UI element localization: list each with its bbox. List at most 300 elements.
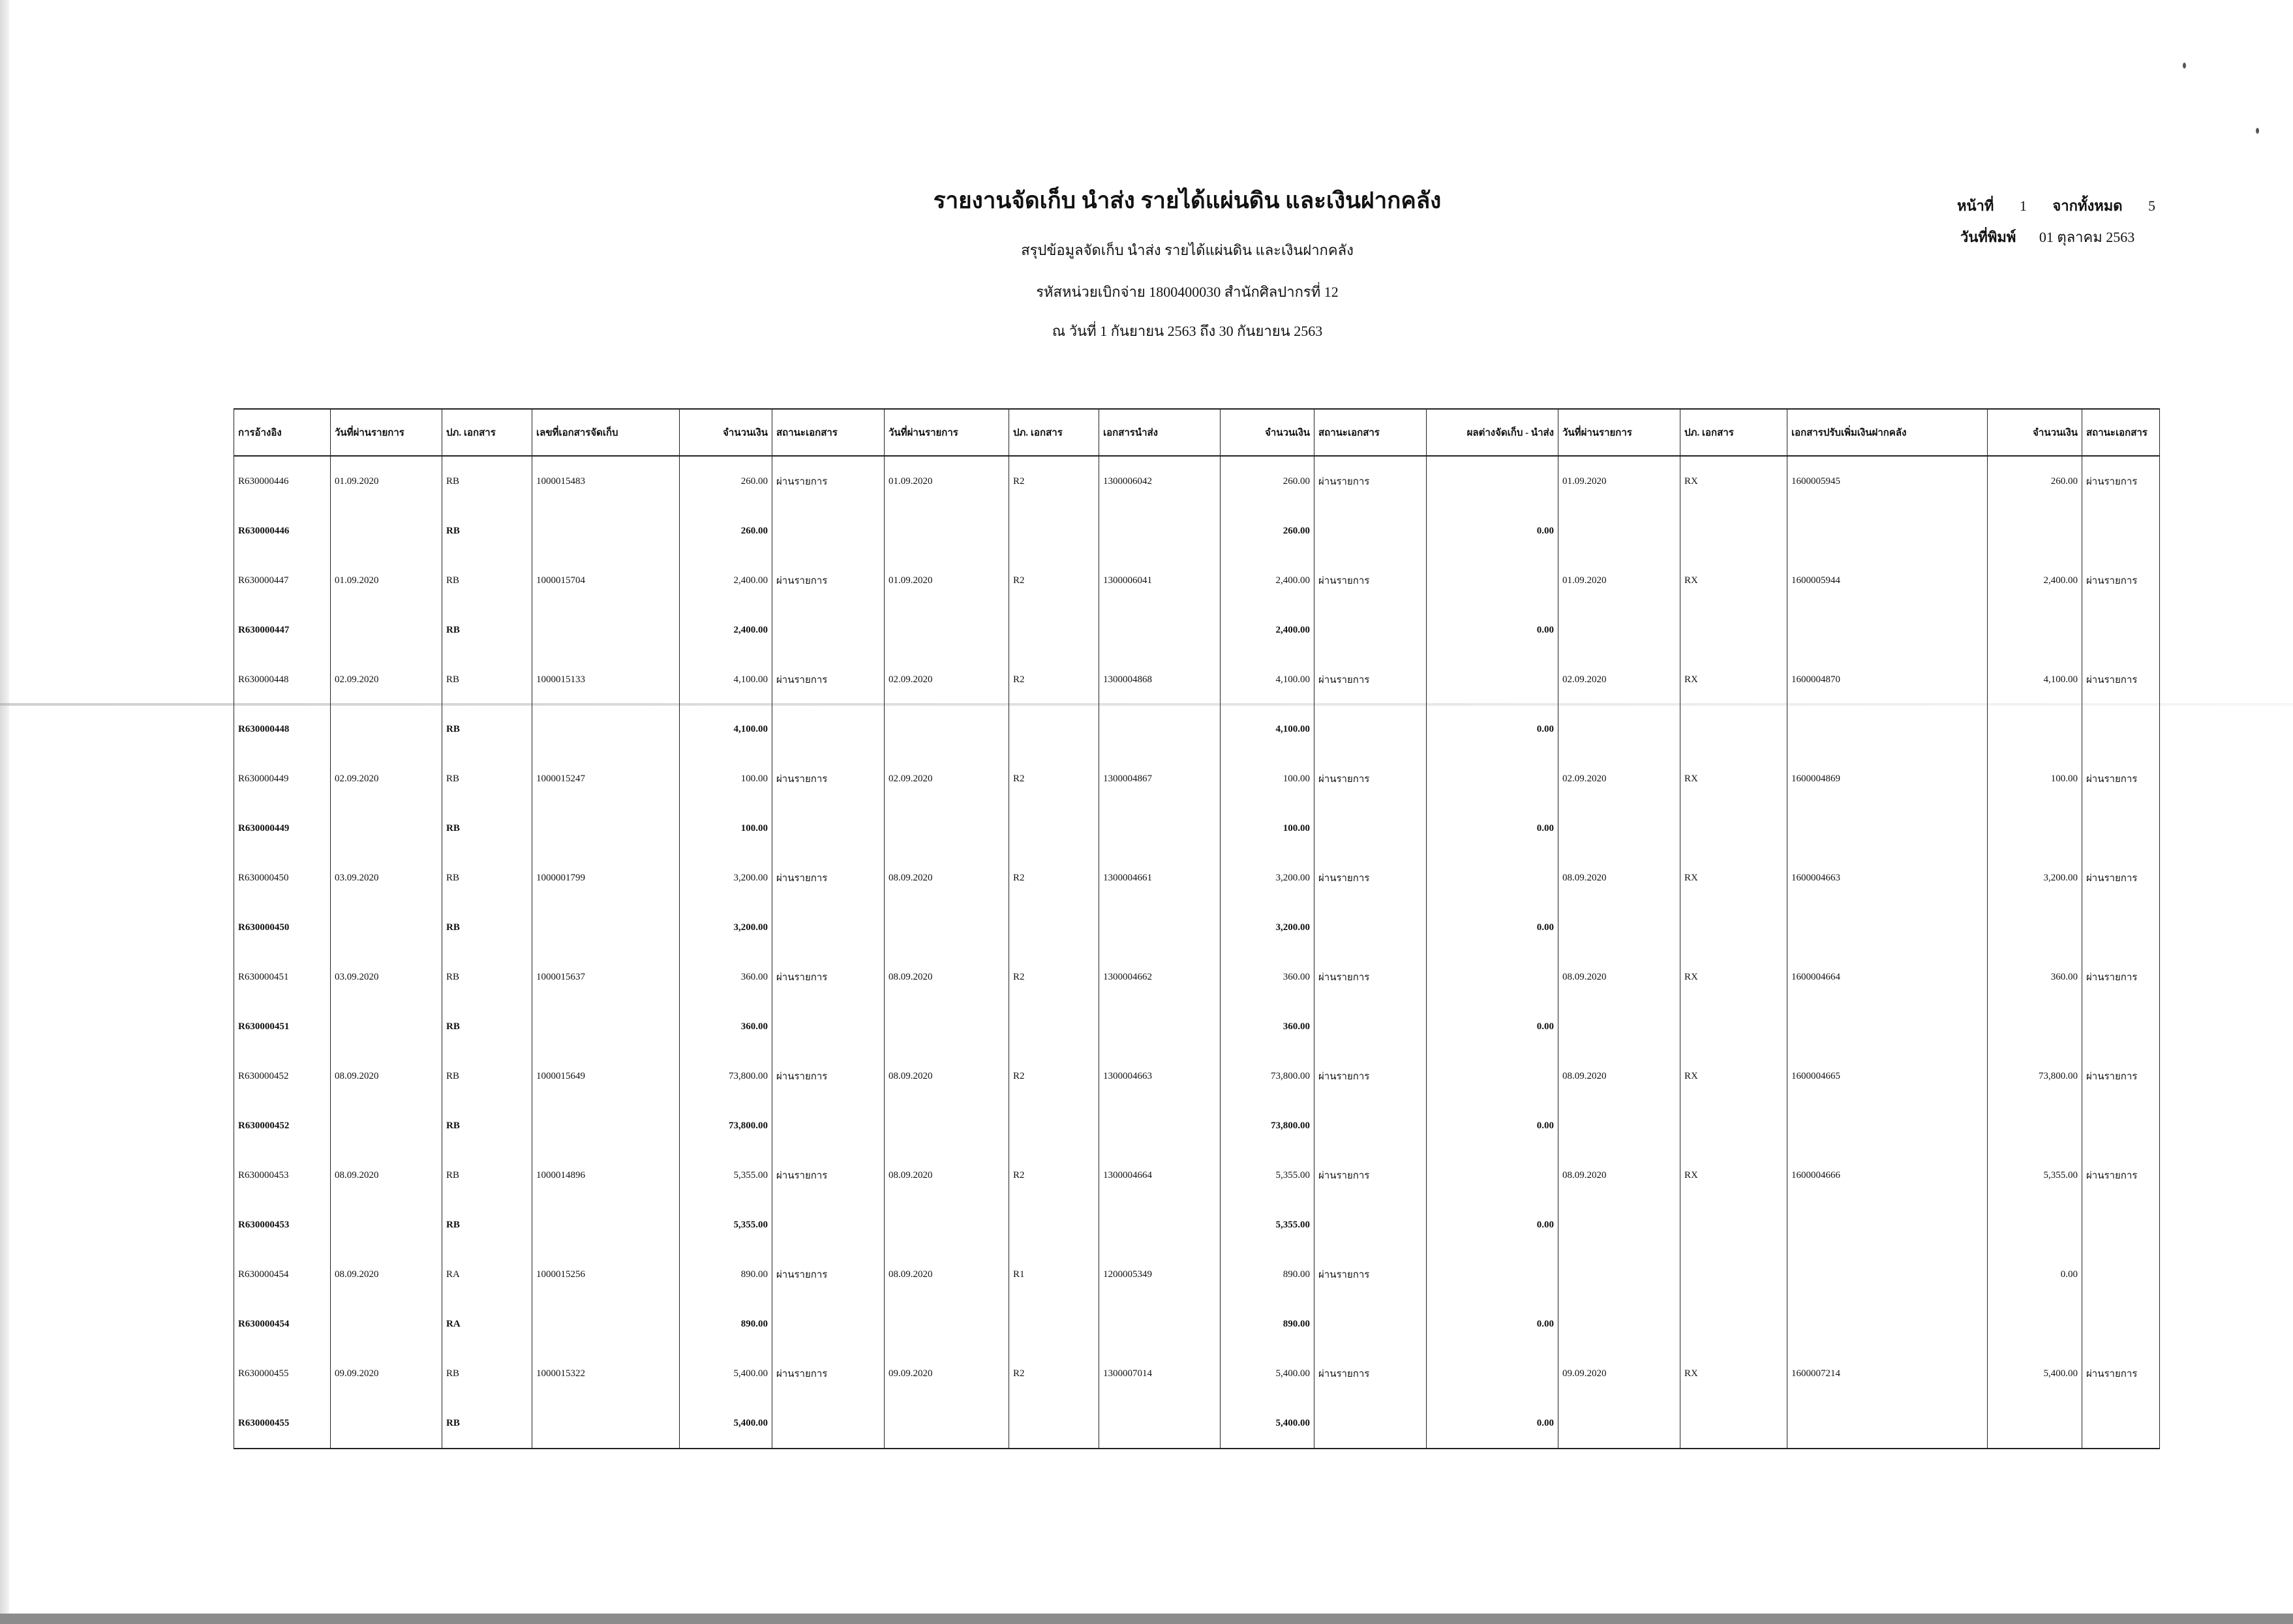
table-cell: RX xyxy=(1680,456,1787,506)
table-cell: 1000015133 xyxy=(532,655,680,704)
table-cell xyxy=(1009,1002,1099,1051)
table-cell xyxy=(2082,1398,2160,1449)
table-cell: 4,100.00 xyxy=(1221,655,1314,704)
table-cell: ผ่านรายการ xyxy=(772,754,885,804)
table-cell: 3,200.00 xyxy=(1221,853,1314,903)
table-row xyxy=(234,952,2160,1002)
table-cell: R630000455 xyxy=(234,1349,331,1398)
table-cell: 1000015247 xyxy=(532,754,680,804)
table-cell xyxy=(1099,1200,1221,1250)
table-cell: 02.09.2020 xyxy=(1558,655,1680,704)
table-cell: RX xyxy=(1680,853,1787,903)
table-cell xyxy=(772,1002,885,1051)
table-cell: 1300004664 xyxy=(1099,1150,1221,1200)
table-cell: 1000015256 xyxy=(532,1250,680,1299)
table-cell: R1 xyxy=(1009,1250,1099,1299)
table-cell xyxy=(1099,605,1221,655)
table-cell: 360.00 xyxy=(1221,952,1314,1002)
table-cell: R630000451 xyxy=(234,952,331,1002)
table-cell: 2,400.00 xyxy=(1988,556,2082,605)
table-cell: R630000453 xyxy=(234,1150,331,1200)
table-cell: RB xyxy=(442,1200,532,1250)
column-header: จำนวนเงิน xyxy=(1221,409,1314,456)
table-cell xyxy=(1558,605,1680,655)
table-cell: 01.09.2020 xyxy=(885,556,1009,605)
table-cell xyxy=(532,704,680,754)
table-cell xyxy=(1099,506,1221,556)
table-cell: 08.09.2020 xyxy=(885,952,1009,1002)
table-cell xyxy=(885,605,1009,655)
total-pages: 5 xyxy=(2148,198,2156,214)
table-cell xyxy=(885,1200,1009,1250)
table-cell: RB xyxy=(442,754,532,804)
table-cell: 0.00 xyxy=(1427,1398,1558,1449)
table-cell: RB xyxy=(442,605,532,655)
table-cell: R630000454 xyxy=(234,1299,331,1349)
table-cell: R630000450 xyxy=(234,853,331,903)
table-cell: 260.00 xyxy=(680,506,772,556)
table-cell xyxy=(1427,754,1558,804)
table-cell: 2,400.00 xyxy=(1221,556,1314,605)
table-cell xyxy=(885,704,1009,754)
table-cell xyxy=(885,1101,1009,1150)
page-info xyxy=(1957,194,2178,217)
table-cell: 5,400.00 xyxy=(1221,1398,1314,1449)
table-cell xyxy=(885,1299,1009,1349)
table-cell: ผ่านรายการ xyxy=(772,556,885,605)
table-row-subtotal xyxy=(234,903,2160,952)
table-cell: 08.09.2020 xyxy=(331,1051,442,1101)
table-cell xyxy=(1680,605,1787,655)
table-cell xyxy=(1558,1002,1680,1051)
table-cell xyxy=(1680,903,1787,952)
table-cell: 1600004663 xyxy=(1787,853,1988,903)
column-header: วันที่ผ่านรายการ xyxy=(885,409,1009,456)
table-cell xyxy=(532,804,680,853)
table-cell: 1600007214 xyxy=(1787,1349,1988,1398)
table-cell: 360.00 xyxy=(1221,1002,1314,1051)
report-subtitle: สรุปข้อมูลจัดเก็บ นำส่ง รายได้แผ่นดิน และเงินฝากคลัง xyxy=(1021,242,1354,258)
table-cell xyxy=(885,1002,1009,1051)
table-cell: R630000447 xyxy=(234,556,331,605)
table-cell: 0.00 xyxy=(1427,804,1558,853)
table-cell: ผ่านรายการ xyxy=(772,1250,885,1299)
table-cell xyxy=(1314,506,1427,556)
table-cell: RB xyxy=(442,804,532,853)
table-cell xyxy=(1680,1299,1787,1349)
table-cell xyxy=(1314,704,1427,754)
table-cell: ผ่านรายการ xyxy=(1314,952,1427,1002)
table-cell: R2 xyxy=(1009,1051,1099,1101)
table-cell: 3,200.00 xyxy=(1221,903,1314,952)
table-cell xyxy=(1787,1200,1988,1250)
table-cell: 0.00 xyxy=(1988,1250,2082,1299)
report-table xyxy=(234,408,2160,1449)
table-cell: 73,800.00 xyxy=(680,1051,772,1101)
table-cell: 5,355.00 xyxy=(1221,1150,1314,1200)
table-cell: ผ่านรายการ xyxy=(772,952,885,1002)
table-row-subtotal xyxy=(234,1101,2160,1150)
column-header: ปภ. เอกสาร xyxy=(442,409,532,456)
table-cell xyxy=(1099,1299,1221,1349)
table-cell: RX xyxy=(1680,655,1787,704)
print-date: 01 ตุลาคม 2563 xyxy=(2039,229,2135,245)
table-cell xyxy=(1099,1002,1221,1051)
column-header: จำนวนเงิน xyxy=(680,409,772,456)
table-cell: 2,400.00 xyxy=(680,556,772,605)
table-cell: RX xyxy=(1680,754,1787,804)
table-row xyxy=(234,1150,2160,1200)
table-cell: 01.09.2020 xyxy=(331,556,442,605)
table-cell xyxy=(1314,1200,1427,1250)
table-cell: 1000015637 xyxy=(532,952,680,1002)
table-cell xyxy=(772,1398,885,1449)
table-cell xyxy=(1787,1101,1988,1150)
table-cell: R2 xyxy=(1009,1349,1099,1398)
table-cell: 3,200.00 xyxy=(680,903,772,952)
table-cell: 1000015704 xyxy=(532,556,680,605)
table-cell: RX xyxy=(1680,1051,1787,1101)
table-cell: R630000455 xyxy=(234,1398,331,1449)
table-cell: 02.09.2020 xyxy=(1558,754,1680,804)
print-date-label: วันที่พิมพ์ xyxy=(1960,229,2016,245)
table-cell xyxy=(772,506,885,556)
table-cell: RB xyxy=(442,655,532,704)
column-header: วันที่ผ่านรายการ xyxy=(331,409,442,456)
table-cell: 260.00 xyxy=(1988,456,2082,506)
column-header: การอ้างอิง xyxy=(234,409,331,456)
table-cell xyxy=(2082,1101,2160,1150)
table-cell: 01.09.2020 xyxy=(331,456,442,506)
table-cell: 01.09.2020 xyxy=(1558,556,1680,605)
table-cell: 08.09.2020 xyxy=(885,853,1009,903)
table-cell xyxy=(331,804,442,853)
table-cell xyxy=(1009,1299,1099,1349)
table-cell: 09.09.2020 xyxy=(331,1349,442,1398)
table-cell xyxy=(1099,903,1221,952)
table-cell: RB xyxy=(442,853,532,903)
print-info xyxy=(1960,226,2154,248)
table-cell: 1000001799 xyxy=(532,853,680,903)
table-cell xyxy=(331,1398,442,1449)
table-cell: RB xyxy=(442,1051,532,1101)
table-cell xyxy=(2082,1250,2160,1299)
table-cell: ผ่านรายการ xyxy=(2082,754,2160,804)
report-title: รายงานจัดเก็บ นำส่ง รายได้แผ่นดิน และเงินฝากคลัง xyxy=(933,188,1442,213)
table-row-subtotal xyxy=(234,1398,2160,1449)
table-cell: 08.09.2020 xyxy=(885,1150,1009,1200)
table-cell: 890.00 xyxy=(680,1299,772,1349)
table-cell xyxy=(1427,1349,1558,1398)
table-cell: 73,800.00 xyxy=(1221,1051,1314,1101)
table-cell xyxy=(331,1101,442,1150)
table-cell xyxy=(1988,605,2082,655)
table-cell: RB xyxy=(442,1101,532,1150)
table-cell xyxy=(1680,804,1787,853)
table-cell: ผ่านรายการ xyxy=(772,1051,885,1101)
table-cell: 5,355.00 xyxy=(1221,1200,1314,1250)
table-cell xyxy=(1988,1002,2082,1051)
table-cell xyxy=(1427,952,1558,1002)
table-cell: 100.00 xyxy=(1988,754,2082,804)
table-cell: R630000450 xyxy=(234,903,331,952)
table-cell xyxy=(1787,1299,1988,1349)
table-cell xyxy=(1314,804,1427,853)
table-cell xyxy=(1009,704,1099,754)
table-cell: 08.09.2020 xyxy=(331,1150,442,1200)
scan-dust-mark xyxy=(2256,128,2259,134)
table-cell: 5,400.00 xyxy=(680,1398,772,1449)
table-row xyxy=(234,1349,2160,1398)
table-row-subtotal xyxy=(234,1002,2160,1051)
table-cell xyxy=(1680,704,1787,754)
table-cell xyxy=(772,804,885,853)
table-cell xyxy=(2082,605,2160,655)
table-cell xyxy=(1427,1250,1558,1299)
table-cell: R630000449 xyxy=(234,804,331,853)
table-cell xyxy=(1099,704,1221,754)
table-cell: 3,200.00 xyxy=(680,853,772,903)
table-cell xyxy=(532,1101,680,1150)
table-cell xyxy=(1558,704,1680,754)
table-cell: RB xyxy=(442,952,532,1002)
table-cell: RA xyxy=(442,1250,532,1299)
table-cell xyxy=(2082,1200,2160,1250)
table-cell xyxy=(1009,1200,1099,1250)
table-cell: 890.00 xyxy=(1221,1250,1314,1299)
table-cell: 08.09.2020 xyxy=(1558,1150,1680,1200)
table-cell: 2,400.00 xyxy=(680,605,772,655)
table-row-subtotal xyxy=(234,804,2160,853)
table-cell xyxy=(532,1200,680,1250)
table-cell: 4,100.00 xyxy=(1221,704,1314,754)
table-cell: 260.00 xyxy=(1221,456,1314,506)
table-cell: 73,800.00 xyxy=(680,1101,772,1150)
table-cell xyxy=(1680,1200,1787,1250)
column-header: สถานะเอกสาร xyxy=(1314,409,1427,456)
table-cell xyxy=(1558,1250,1680,1299)
table-cell xyxy=(1009,605,1099,655)
table-cell: 1000014896 xyxy=(532,1150,680,1200)
table-cell xyxy=(772,605,885,655)
table-cell: 1300004662 xyxy=(1099,952,1221,1002)
table-cell: 5,400.00 xyxy=(680,1349,772,1398)
table-cell xyxy=(1314,1002,1427,1051)
table-cell: RB xyxy=(442,1002,532,1051)
table-cell: 3,200.00 xyxy=(1988,853,2082,903)
table-cell: ผ่านรายการ xyxy=(1314,853,1427,903)
table-cell: 260.00 xyxy=(1221,506,1314,556)
table-cell xyxy=(1314,1398,1427,1449)
table-cell xyxy=(1009,804,1099,853)
table-cell xyxy=(1558,903,1680,952)
table-cell xyxy=(1680,1398,1787,1449)
table-cell: R630000449 xyxy=(234,754,331,804)
table-cell: 1300004663 xyxy=(1099,1051,1221,1101)
table-cell: 1600004665 xyxy=(1787,1051,1988,1101)
table-cell xyxy=(1427,1150,1558,1200)
table-cell xyxy=(1787,804,1988,853)
table-row xyxy=(234,1051,2160,1101)
report-unit: รหัสหน่วยเบิกจ่าย 1800400030 สำนักศิลปากรที่ 12 xyxy=(1036,284,1339,300)
table-cell: ผ่านรายการ xyxy=(1314,456,1427,506)
table-cell: ผ่านรายการ xyxy=(2082,1349,2160,1398)
table-cell xyxy=(532,1002,680,1051)
table-cell: 0.00 xyxy=(1427,704,1558,754)
table-row xyxy=(234,754,2160,804)
table-cell xyxy=(1314,903,1427,952)
column-header: เอกสารนำส่ง xyxy=(1099,409,1221,456)
table-cell xyxy=(1314,605,1427,655)
table-cell: R2 xyxy=(1009,952,1099,1002)
table-cell: ผ่านรายการ xyxy=(772,853,885,903)
table-cell xyxy=(2082,1002,2160,1051)
table-cell: ผ่านรายการ xyxy=(1314,1051,1427,1101)
table-cell: ผ่านรายการ xyxy=(2082,655,2160,704)
table-cell xyxy=(1988,506,2082,556)
table-cell: 0.00 xyxy=(1427,605,1558,655)
table-cell xyxy=(1558,506,1680,556)
table-cell: 08.09.2020 xyxy=(1558,853,1680,903)
table-cell: 03.09.2020 xyxy=(331,853,442,903)
table-cell: 4,100.00 xyxy=(680,655,772,704)
table-cell xyxy=(1787,506,1988,556)
table-cell: 100.00 xyxy=(680,804,772,853)
table-cell: 890.00 xyxy=(1221,1299,1314,1349)
table-cell: 1300006042 xyxy=(1099,456,1221,506)
table-cell: 08.09.2020 xyxy=(331,1250,442,1299)
table-cell: RB xyxy=(442,1150,532,1200)
table-cell xyxy=(1009,1101,1099,1150)
table-cell xyxy=(2082,506,2160,556)
table-cell xyxy=(1427,853,1558,903)
table-cell xyxy=(772,1101,885,1150)
table-cell xyxy=(772,1299,885,1349)
table-cell: 1600004870 xyxy=(1787,655,1988,704)
table-cell: 5,355.00 xyxy=(1988,1150,2082,1200)
table-cell xyxy=(1314,1101,1427,1150)
table-cell xyxy=(1558,1200,1680,1250)
table-cell xyxy=(331,1299,442,1349)
table-cell: 1600004869 xyxy=(1787,754,1988,804)
table-cell xyxy=(1099,1101,1221,1150)
page-number: 1 xyxy=(2019,198,2027,214)
table-cell: R2 xyxy=(1009,456,1099,506)
scan-edge-left xyxy=(0,0,9,1624)
table-cell xyxy=(331,506,442,556)
table-cell: ผ่านรายการ xyxy=(1314,1349,1427,1398)
table-cell: RB xyxy=(442,506,532,556)
table-cell: 1000015322 xyxy=(532,1349,680,1398)
table-row-subtotal xyxy=(234,1299,2160,1349)
table-cell xyxy=(1314,1299,1427,1349)
table-cell: 02.09.2020 xyxy=(331,754,442,804)
table-cell: 1300007014 xyxy=(1099,1349,1221,1398)
table-cell xyxy=(885,506,1009,556)
table-cell xyxy=(1558,804,1680,853)
table-cell: RX xyxy=(1680,952,1787,1002)
table-cell: 100.00 xyxy=(680,754,772,804)
table-cell: 1300006041 xyxy=(1099,556,1221,605)
table-cell xyxy=(1558,1299,1680,1349)
table-cell xyxy=(2082,903,2160,952)
table-cell xyxy=(1099,804,1221,853)
table-cell xyxy=(1099,1398,1221,1449)
table-row-subtotal xyxy=(234,506,2160,556)
table-cell: RA xyxy=(442,1299,532,1349)
table-cell: ผ่านรายการ xyxy=(772,1150,885,1200)
table-cell xyxy=(1988,903,2082,952)
column-header: เลขที่เอกสารจัดเก็บ xyxy=(532,409,680,456)
table-cell: 260.00 xyxy=(680,456,772,506)
table-cell: ผ่านรายการ xyxy=(1314,655,1427,704)
total-pages-label: จากทั้งหมด xyxy=(2052,198,2123,214)
table-cell xyxy=(331,1200,442,1250)
table-cell: 09.09.2020 xyxy=(1558,1349,1680,1398)
table-cell xyxy=(532,903,680,952)
table-cell xyxy=(1009,506,1099,556)
table-cell: 01.09.2020 xyxy=(885,456,1009,506)
scan-dust-mark xyxy=(2183,63,2186,68)
table-cell: ผ่านรายการ xyxy=(1314,556,1427,605)
table-cell xyxy=(885,804,1009,853)
table-cell: RB xyxy=(442,556,532,605)
table-cell xyxy=(1427,655,1558,704)
table-cell: 0.00 xyxy=(1427,903,1558,952)
table-cell: 4,100.00 xyxy=(1988,655,2082,704)
table-cell: R2 xyxy=(1009,1150,1099,1200)
table-cell: ผ่านรายการ xyxy=(772,655,885,704)
table-cell: 100.00 xyxy=(1221,804,1314,853)
table-cell: ผ่านรายการ xyxy=(1314,754,1427,804)
table-cell: R630000453 xyxy=(234,1200,331,1250)
table-cell xyxy=(2082,704,2160,754)
table-cell: 1300004661 xyxy=(1099,853,1221,903)
page-label: หน้าที่ xyxy=(1957,198,1994,214)
table-cell: RX xyxy=(1680,1349,1787,1398)
table-cell: RB xyxy=(442,903,532,952)
scan-edge-bottom xyxy=(0,1614,2293,1624)
table-cell xyxy=(532,506,680,556)
table-cell: 1600005944 xyxy=(1787,556,1988,605)
table-cell xyxy=(1787,903,1988,952)
table-cell xyxy=(1680,506,1787,556)
table-cell: 5,400.00 xyxy=(1221,1349,1314,1398)
table-cell: ผ่านรายการ xyxy=(1314,1250,1427,1299)
table-cell: 0.00 xyxy=(1427,1200,1558,1250)
table-cell: R630000452 xyxy=(234,1101,331,1150)
table-cell xyxy=(532,1299,680,1349)
table-cell xyxy=(772,903,885,952)
table-cell: 100.00 xyxy=(1221,754,1314,804)
table-cell xyxy=(1787,1002,1988,1051)
table-cell: 890.00 xyxy=(680,1250,772,1299)
table-cell xyxy=(885,1398,1009,1449)
table-cell xyxy=(532,605,680,655)
table-cell: R2 xyxy=(1009,655,1099,704)
table-cell xyxy=(1427,556,1558,605)
table-header xyxy=(234,409,2160,456)
table-cell xyxy=(772,1200,885,1250)
table-cell: 1300004868 xyxy=(1099,655,1221,704)
table-cell: 360.00 xyxy=(680,1002,772,1051)
table-cell: 5,400.00 xyxy=(1988,1349,2082,1398)
table-row-subtotal xyxy=(234,605,2160,655)
table-cell: R630000452 xyxy=(234,1051,331,1101)
table-cell: 09.09.2020 xyxy=(885,1349,1009,1398)
table-cell: 0.00 xyxy=(1427,1299,1558,1349)
table-cell: RB xyxy=(442,456,532,506)
